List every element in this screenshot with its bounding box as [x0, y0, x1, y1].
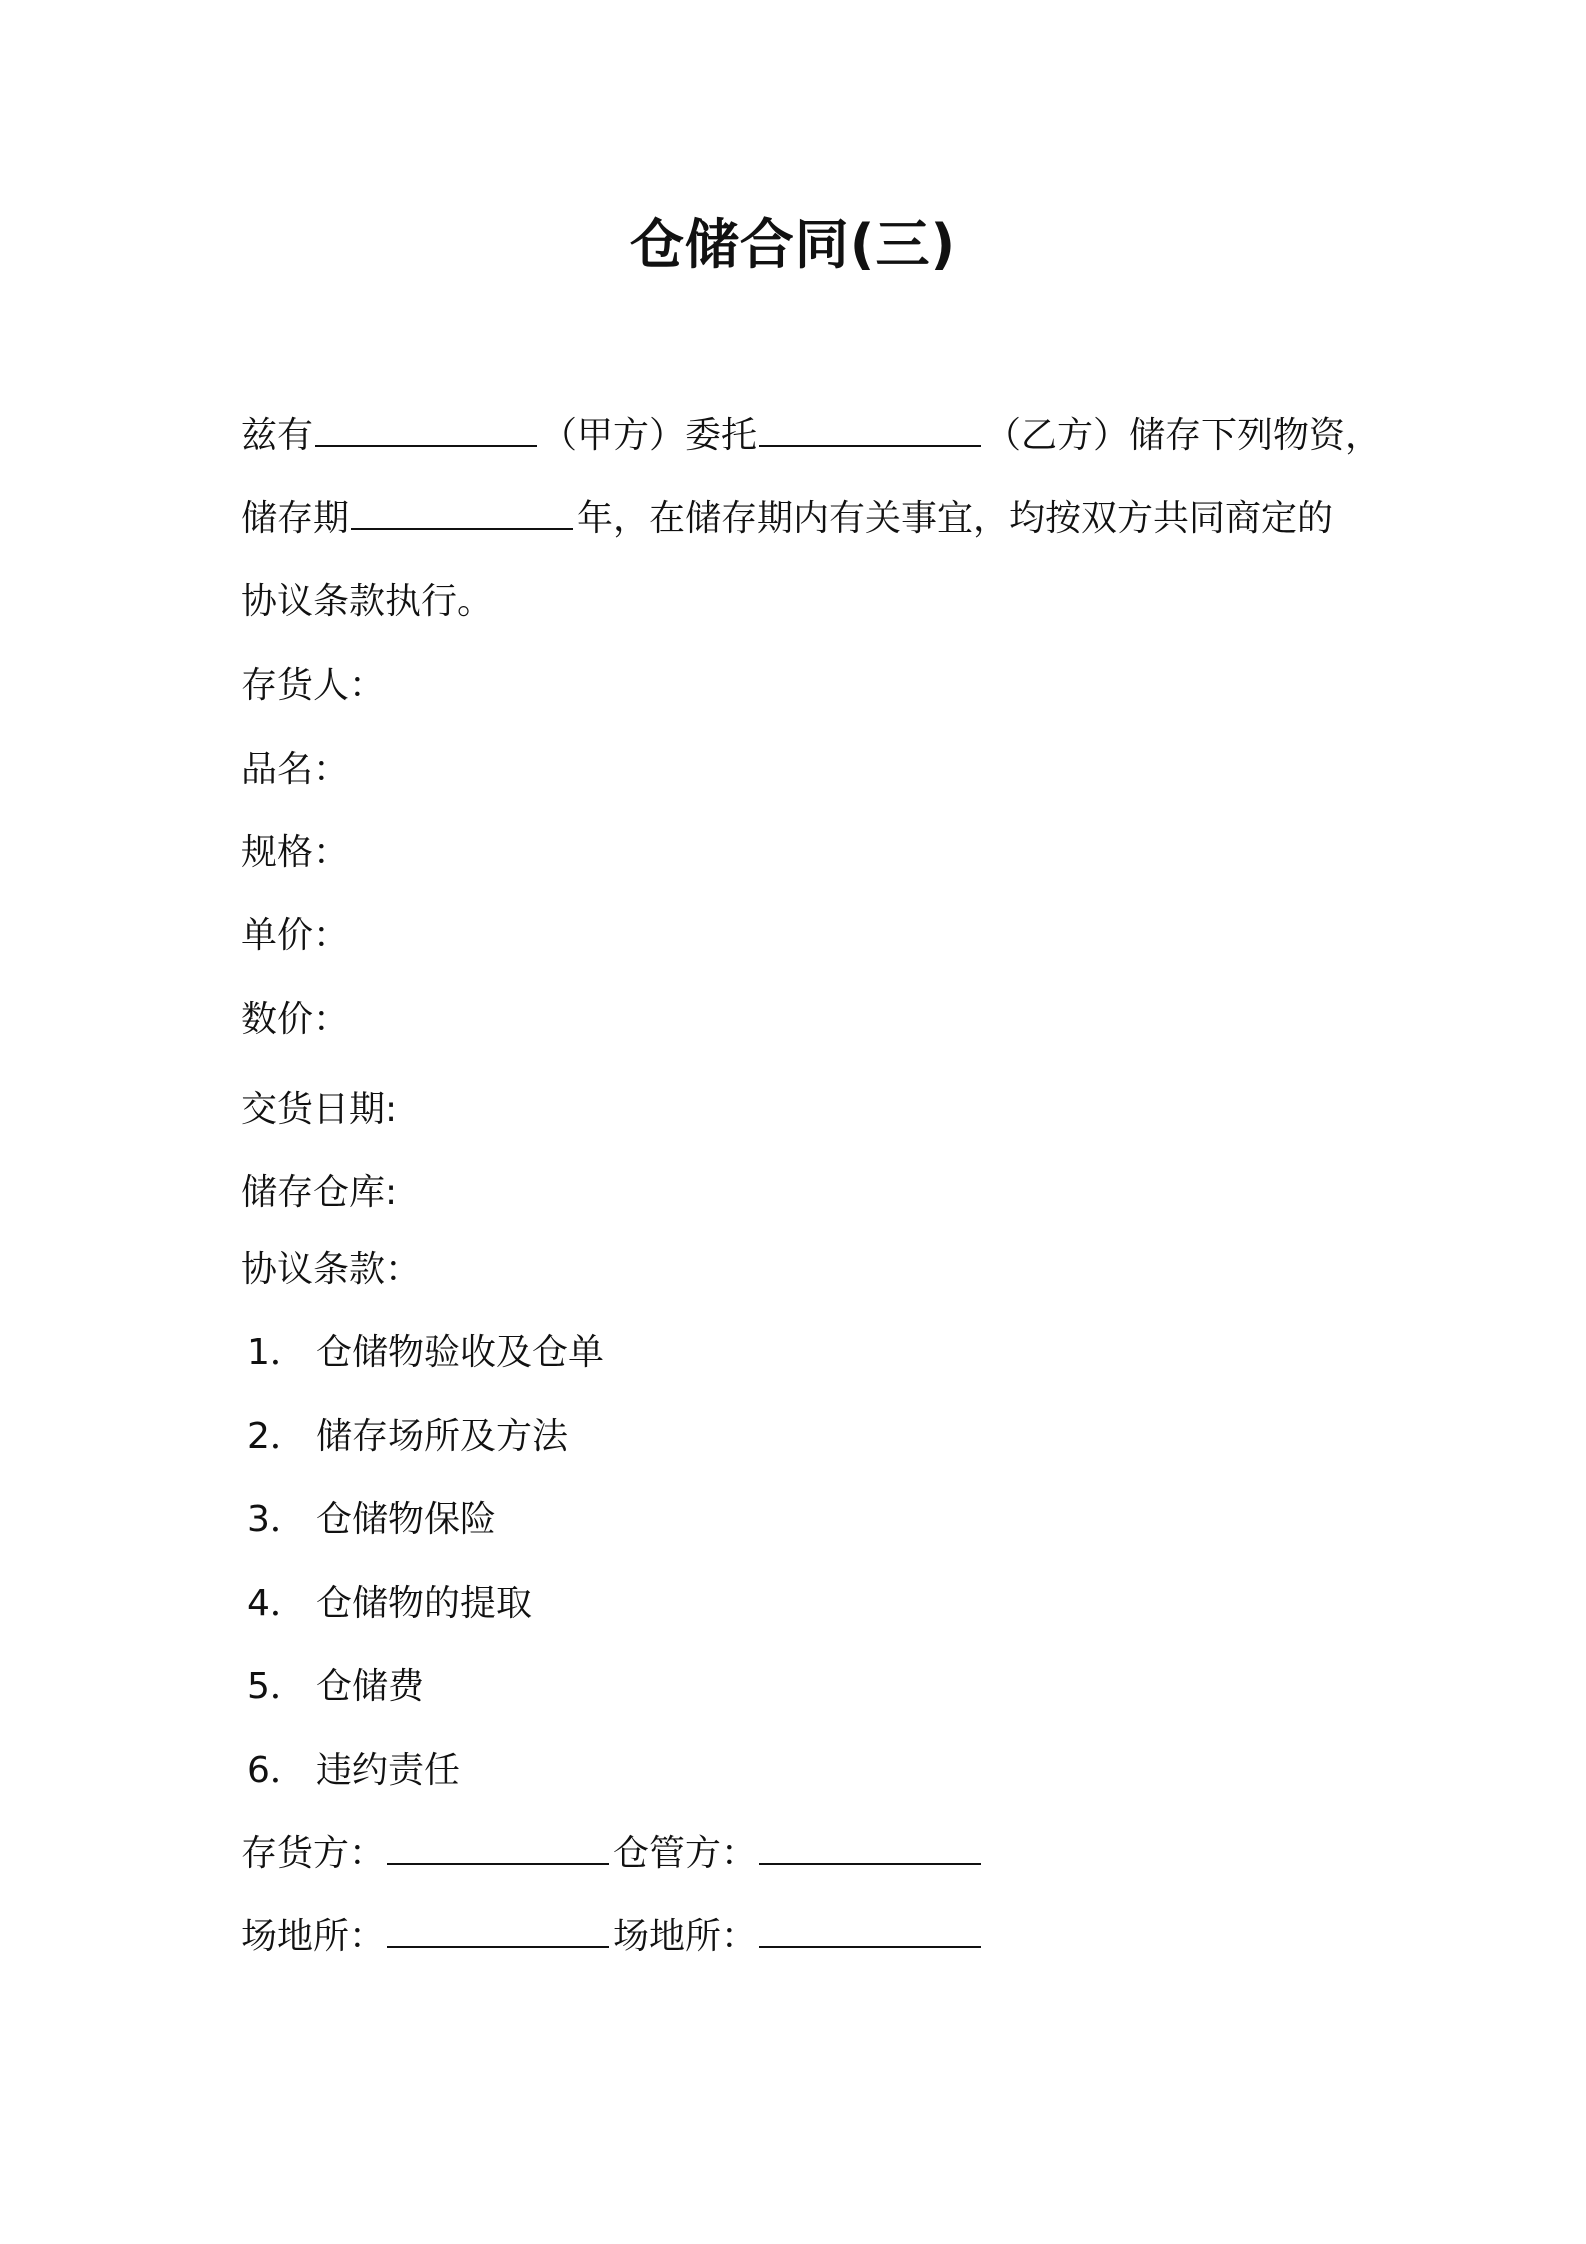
field-delivery-date: 交货日期:	[241, 1089, 398, 1130]
clause-number: 1．	[247, 1332, 306, 1373]
field-unit-price: 单价：	[241, 915, 350, 956]
depositor-signature-label: 存货方：	[241, 1833, 386, 1874]
clause-number: 6．	[247, 1750, 306, 1791]
clause-text: 仓储物验收及仓单	[316, 1332, 605, 1373]
signature-row-parties	[241, 1829, 985, 1879]
clause-text: 仓储物保险	[316, 1499, 497, 1540]
field-depositor: 存货人：	[241, 665, 386, 706]
keeper-signature-label: 仓管方：	[613, 1833, 758, 1874]
depositor-site-blank	[387, 1916, 609, 1948]
clause-number: 2．	[247, 1416, 306, 1457]
intro-line-2	[241, 494, 1333, 544]
clause-text: 仓储物的提取	[316, 1583, 533, 1624]
intro-line-3: 协议条款执行。	[241, 581, 494, 622]
storage-period-blank	[351, 498, 573, 530]
clause-text: 储存场所及方法	[316, 1416, 569, 1457]
field-specification: 规格：	[241, 832, 350, 873]
clause-item	[241, 1662, 424, 1712]
intro-text-1c: （乙方）储存下列物资，	[985, 415, 1382, 456]
clause-item	[241, 1579, 532, 1629]
clause-item	[241, 1328, 604, 1378]
field-quantity-price: 数价：	[241, 999, 350, 1040]
intro-line-1	[241, 411, 1381, 461]
signature-row-sites	[241, 1912, 985, 1962]
party-a-blank	[315, 415, 537, 447]
clause-item	[241, 1412, 568, 1462]
intro-text-2b: 年，在储存期内有关事宜，均按双方共同商定的	[577, 498, 1334, 539]
field-product-name: 品名：	[241, 749, 350, 790]
intro-text-1a: 兹有	[241, 415, 314, 456]
keeper-signature-blank	[759, 1833, 981, 1865]
clause-item	[241, 1746, 460, 1796]
clause-number: 4．	[247, 1583, 306, 1624]
depositor-site-label: 场地所：	[241, 1916, 386, 1957]
clause-text: 仓储费	[316, 1666, 425, 1707]
clause-item	[241, 1495, 496, 1545]
clause-number: 5．	[247, 1666, 306, 1707]
clause-number: 3．	[247, 1499, 306, 1540]
document-title: 仓储合同(三)	[629, 213, 957, 276]
depositor-signature-blank	[387, 1833, 609, 1865]
clause-text: 违约责任	[316, 1750, 461, 1791]
field-warehouse: 储存仓库:	[241, 1172, 398, 1213]
keeper-site-blank	[759, 1916, 981, 1948]
intro-text-2a: 储存期	[241, 498, 350, 539]
field-agreement-terms: 协议条款：	[241, 1249, 422, 1290]
intro-text-1b: （甲方）委托	[541, 415, 758, 456]
party-b-blank	[759, 415, 981, 447]
keeper-site-label: 场地所：	[613, 1916, 758, 1957]
